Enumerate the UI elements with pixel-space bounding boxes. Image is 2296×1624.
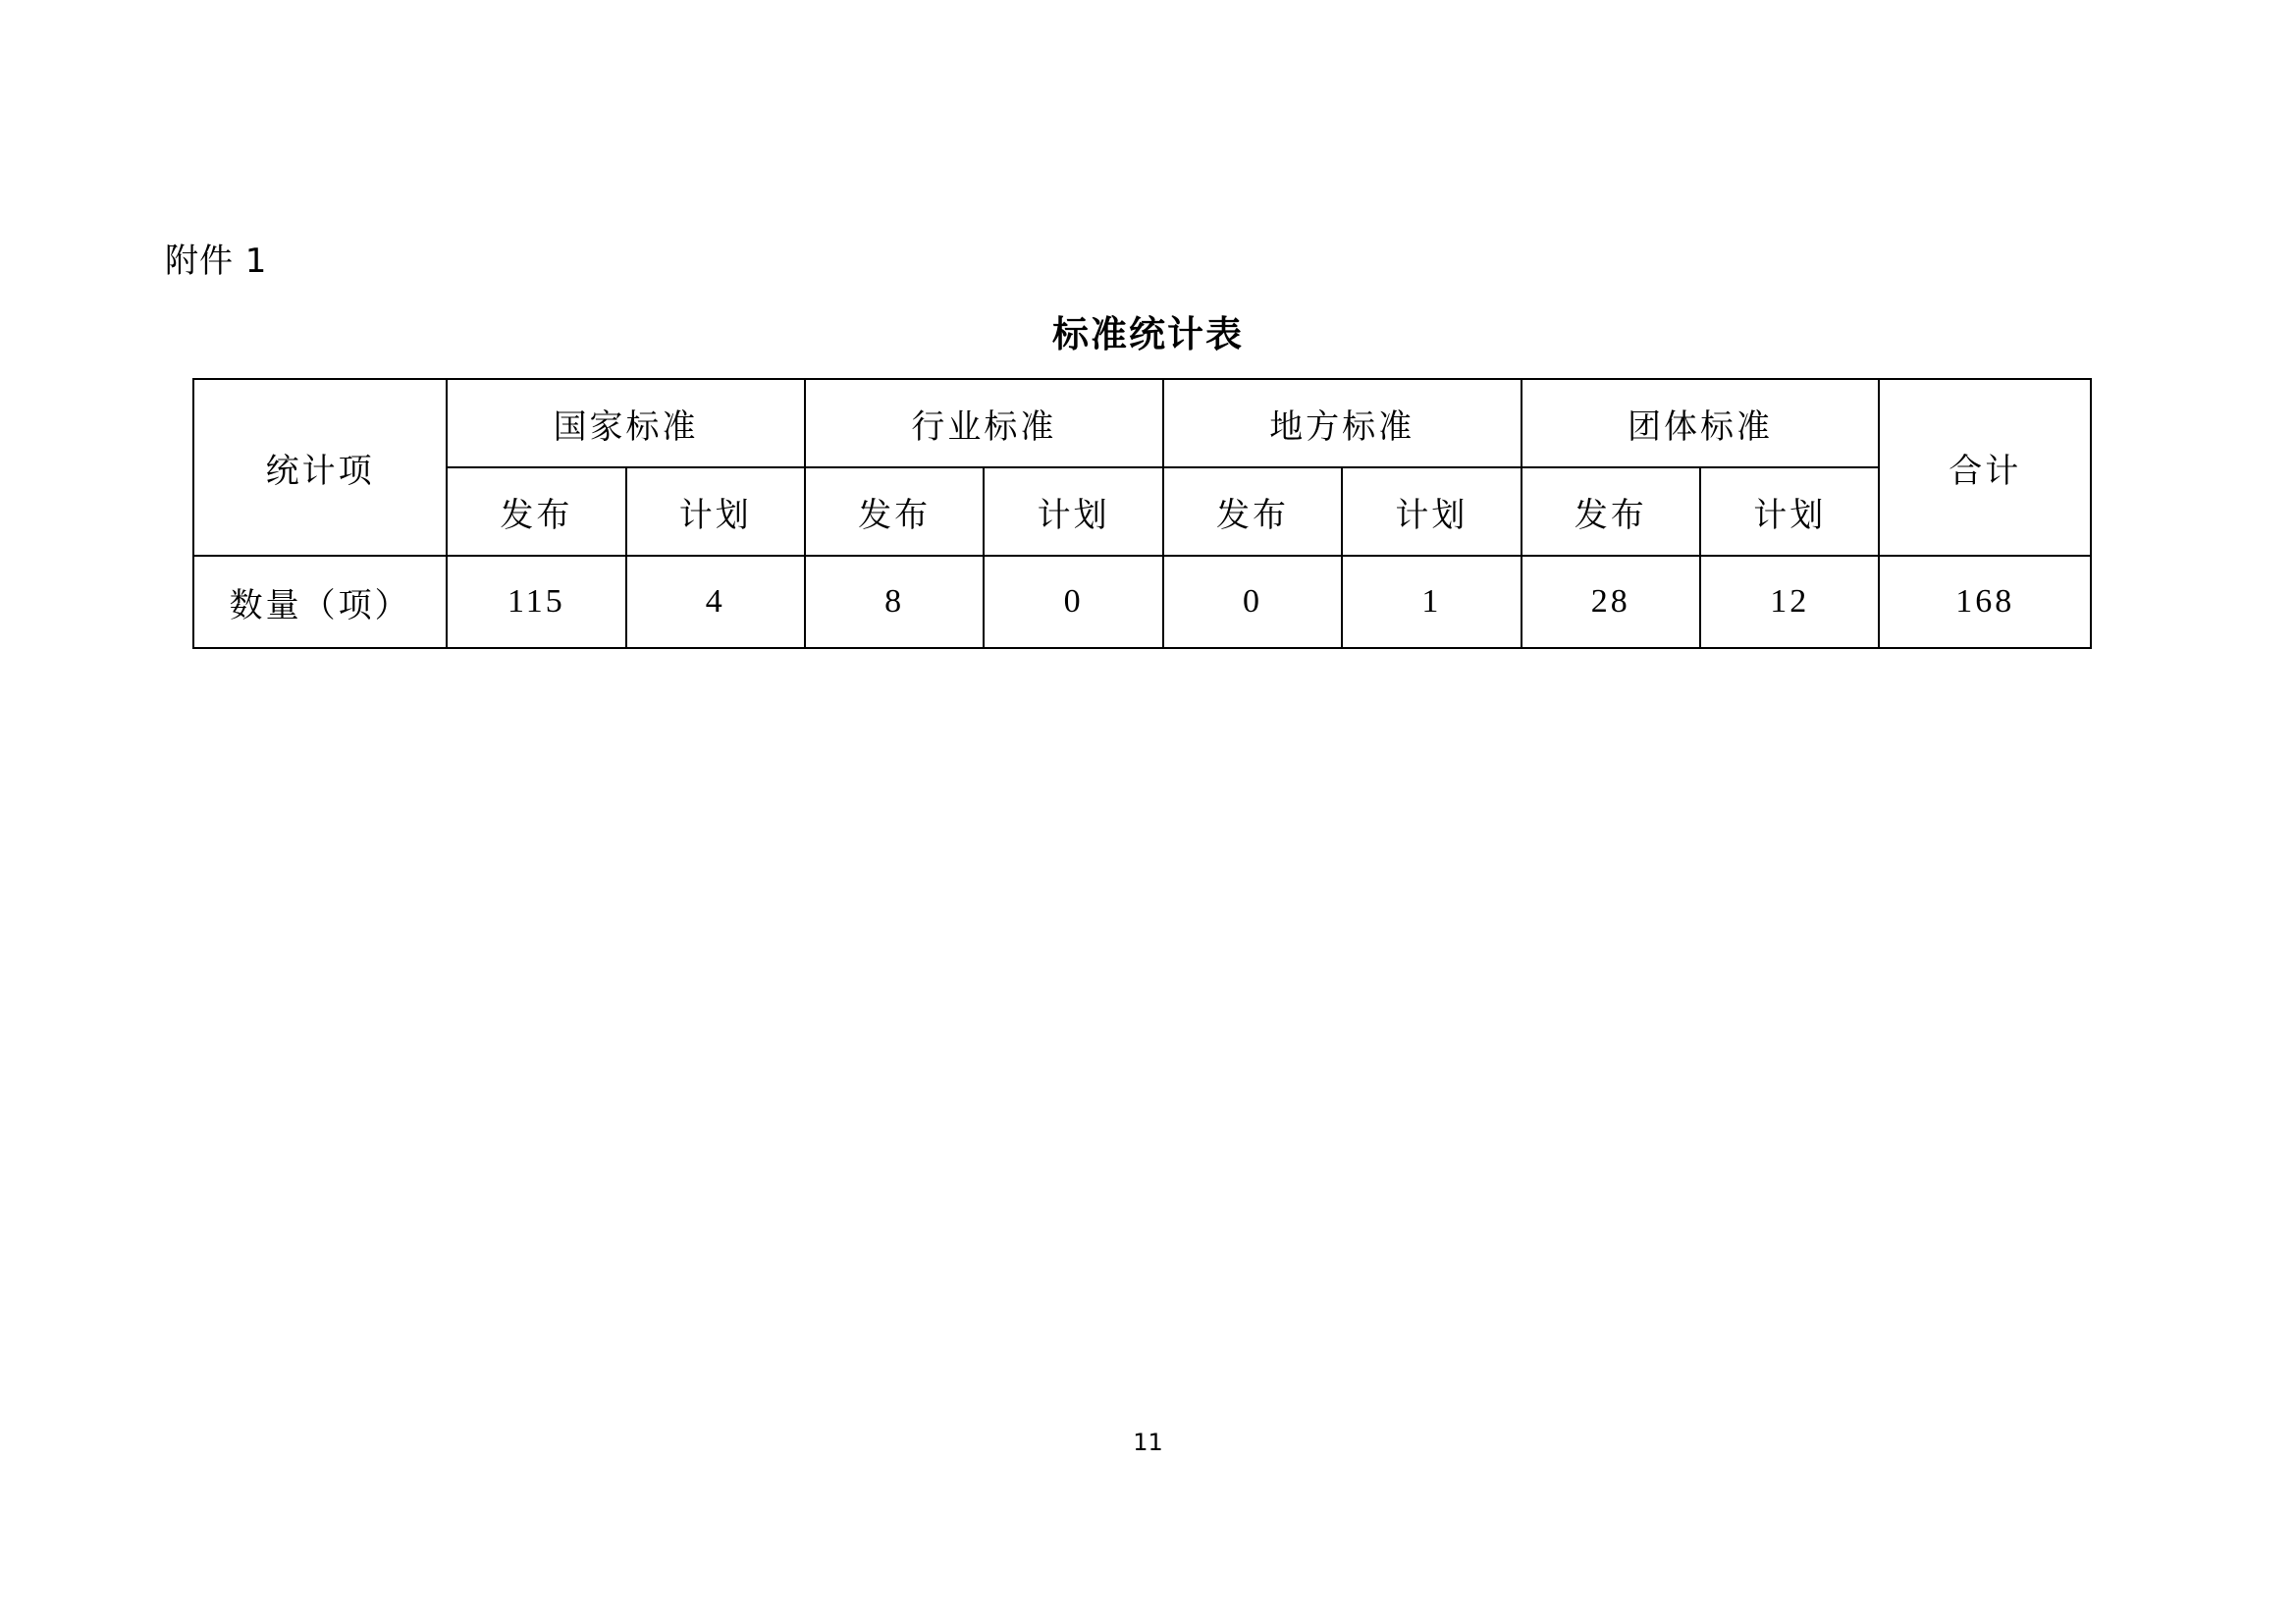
header-national-published: 发布 (447, 467, 625, 556)
value-association-planned: 12 (1700, 556, 1879, 648)
attachment-label: 附件 1 (165, 242, 268, 281)
statistics-table (192, 378, 2092, 649)
page-number: 11 (1133, 1429, 1163, 1456)
value-national-planned: 4 (626, 556, 805, 648)
header-national-planned: 计划 (626, 467, 805, 556)
header-local-planned: 计划 (1342, 467, 1521, 556)
statistics-table-container (192, 378, 2092, 649)
value-local-published: 0 (1163, 556, 1342, 648)
header-group-association: 团体标准 (1522, 379, 1880, 467)
header-stat-item: 统计项 (193, 379, 447, 556)
header-industry-published: 发布 (805, 467, 984, 556)
value-industry-planned: 0 (984, 556, 1162, 648)
header-group-national: 国家标准 (447, 379, 805, 467)
value-association-published: 28 (1522, 556, 1700, 648)
value-industry-published: 8 (805, 556, 984, 648)
value-total: 168 (1879, 556, 2091, 648)
table-header-row-groups (193, 379, 2091, 467)
header-local-published: 发布 (1163, 467, 1342, 556)
header-association-published: 发布 (1522, 467, 1700, 556)
page-title: 标准统计表 (1052, 313, 1244, 355)
header-group-industry: 行业标准 (805, 379, 1163, 467)
value-local-planned: 1 (1342, 556, 1521, 648)
header-group-local: 地方标准 (1163, 379, 1522, 467)
table-row (193, 556, 2091, 648)
value-national-published: 115 (447, 556, 625, 648)
header-association-planned: 计划 (1700, 467, 1879, 556)
row-label-quantity: 数量（项） (193, 556, 447, 648)
header-total: 合计 (1879, 379, 2091, 556)
header-industry-planned: 计划 (984, 467, 1162, 556)
table-header-row-sub (193, 467, 2091, 556)
